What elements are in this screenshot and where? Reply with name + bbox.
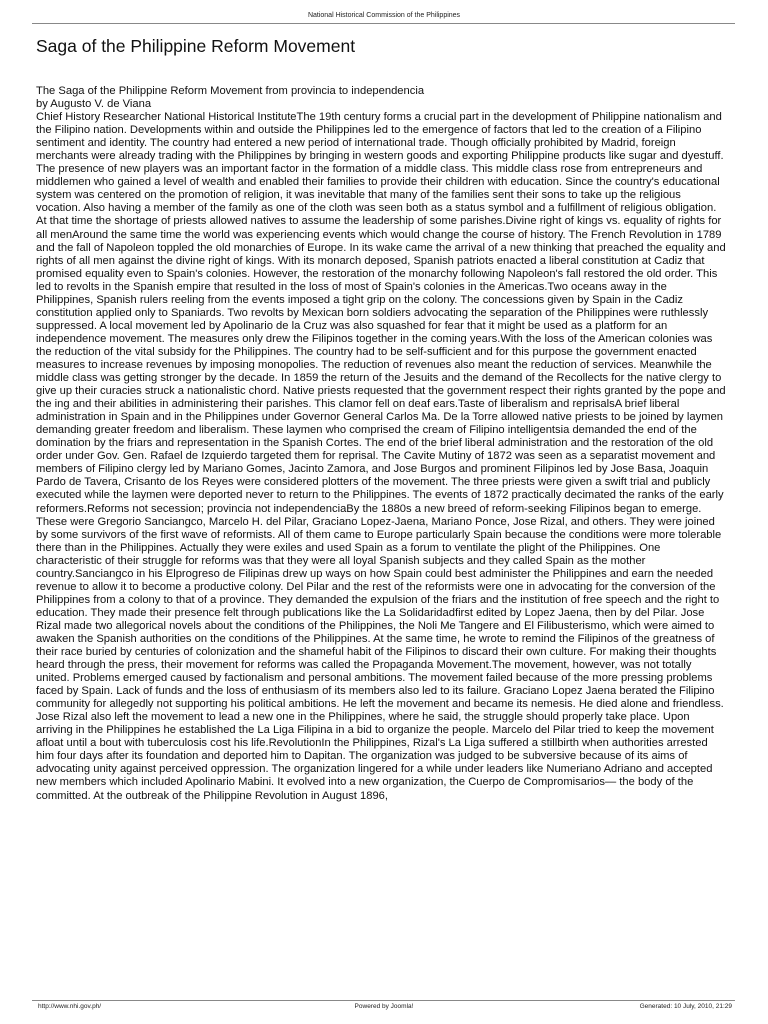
- article-paragraph: Chief History Researcher National Historical InstituteThe 19th century forms a crucial part in the development of Philippine nationalism and the Filipino nation. Developments within and outside the Philippines led to the emergence of factors that led to the creation of a Filipino sentiment and identity. The country had entered a new period of international trade. Though officially prohibited by Madrid, foreign merchants were already trading with the Philippines by bringing in western goods and exporting Philippine products like sugar and dyestuff.: [36, 111, 724, 163]
- page-title: Saga of the Philippine Reform Movement: [36, 36, 356, 56]
- footer-powered-by: Powered by Joomla!: [354, 1003, 414, 1010]
- footer-divider: [32, 1000, 735, 1001]
- article-paragraph: The presence of new players was an important factor in the formation of a middle class. This middle class rose from entrepreneurs and middlemen who gained a level of wealth and enabled their families to provide their children with education. Since the country's educational system was centered on the promotion of religion, it was inevitable that many of the families sent their sons to take up the religious vocation. Also having a member of the family as one of the cloth was seen both as a status symbol and a fulfillment of religious obligation. At that time the shortage of priests allowed natives to assume the leadership of some parishes.Divine right of kings vs. equality of rights for all menAround the same time the world was experiencing events which would change the course of history. The French Revolution in 1789 and the fall of Napoleon toppled the old monarchies of Europe. In its wake came the arrival of a new thinking that preached the equality and rights of all men against the divine right of kings. With its monarch deposed, Spanish patriots enacted a liberal constitution at Cadiz that promised equality even to Spain's colonies. However, the restoration of the monarchy following Napoleon's fall restored the old order. This led to revolts in the Spanish empire that resulted in the loss of most of Spain's colonies in the Americas.Two oceans away in the Philippines, Spanish rulers reeling from the events imposed a tight grip on the colony. The concessions given by Spain in the Cadiz constitution applied only to Spaniards. Two revolts by Mexican born soldiers advocating the separation of the Philippines were ruthlessly suppressed. A local movement led by Apolinario de la Cruz was also squashed for fear that it might be used as a platform for an independence movement. The measures only drew the Filipinos together in the coming years.With the loss of the American colonies was the reduction of the vital subsidy for the Philippines. The country had to be self-sufficient and for this purpose the government enacted measures to increase revenues by imposing monopolies. The reduction of revenues also meant the reduction of services. Meanwhile the middle class was getting stronger by the decade. In 1859 the return of the Jesuits and the demand of the Recollects for the native clergy to give up their curacies struck a nationalistic chord. Native priests requested that the government respect their rights granted by the pope and the ing and their abilities in administering their parishes. This clamor fell on deaf ears.Taste of liberalism and reprisalsA brief liberal administration in Spain and in the Philippines under Governor General Carlos Ma. De la Torre allowed native priests to be joined by laymen demanding greater freedom and liberalism. These laymen who comprised the cream of Filipino intelligentsia demanded the end of the domination by the friars and representation in the Spanish Cortes. The end of the brief liberal administration and the restoration of the old order under Gov. Gen. Rafael de Izquierdo targeted them for reprisal. The Cavite Mutiny of 1872 was seen as a separatist movement and members of Filipino clergy led by Mariano Gomes, Jacinto Zamora, and Jose Burgos and prominent Filipinos led by Jose Basa, Joaquin Pardo de Tavera, Crisanto de los Reyes were considered plotters of the movement. The three priests were given a swift trial and publicly executed while the laymen were deported never to return to the Philippines. The events of 1872 practically decimated the ranks of the early reformers.Reforms not secession; provincia not independenciaBy the 1880s a new breed of reform-seeking Filipinos began to emerge. These were Gregorio Sanciangco, Marcelo H. del Pilar, Graciano Lopez-Jaena, Mariano Ponce, Jose Rizal, and others. They were joined by some survivors of the first wave of reformists. All of them came to Europe particularly Spain because the conditions were more tolerable there than in the Philippines. Actually they were exiles and used Spain as a forum to ventilate the plight of the Philippines. One characteristic of their struggle for reforms was that they were all loyal Spanish subjects and they called Spain as the mother country.Sanciangco in his Elprogreso de Filipinas drew up ways on how Spain could best administer the Philippines and earn the needed revenue to allow it to become a productive colony. Del Pilar and the rest of the reformists were one in advocating for the conversion of the Philippines from a colony to that of a province. They demanded the expulsion of the friars and the institution of free speech and the right to education. They made their presence felt through publications like the La Solidaridadfirst edited by Lopez Jaena, then by del Pilar. Jose Rizal made two allegorical novels about the conditions of the Philippines, the Noli Me Tangere and El Filibusterismo, which were aimed to awaken the Spanish authorities on the conditions of the Philippines. At the same time, he wrote to remind the Filipinos of the greatness of their race buried by centuries of colonization and the shameful habit of the Filipinos to discard their own culture. For making their thoughts heard through the press, their movement for reforms was called the Propaganda Movement.The movement, however, was not totally united. Problems emerged caused by factionalism and personal ambitions. The movement failed because of the more pressing problems faced by Spain. Lack of funds and the loss of enthusiasm of its members also led to its failure. Graciano Lopez Jaena berated the Filipino community for allegedly not supporting his political ambitions. He left the movement and became its nemesis. He died alone and friendless. Jose Rizal also left the movement to lead a new one in the Philippines, where he said, the struggle should properly take place. Upon arriving in the Philippines he established the La Liga Filipina in a bid to organize the people. Marcelo del Pilar tried to keep the movement afloat until a bout with tuberculosis cost his life.RevolutionIn the Philippines, Rizal's La Liga suffered a stillbirth when authorities arrested him four days after its foundation and deported him to Dapitan. The organization was judged to be subversive because of its aims of advocating unity against perceived oppression. The organization lingered for a while under leaders like Numeriano Adriano and accepted new members which included Apolinario Mabini. It evolved into a new organization, the Cuerpo de Compromisarios— the body of the committed. At the outbreak of the Philippine Revolution in August 1896,: [36, 163, 726, 802]
- article-subtitle: The Saga of the Philippine Reform Movement from provincia to independencia: [36, 85, 425, 97]
- article-byline: by Augusto V. de Viana: [36, 98, 152, 111]
- page-header: National Historical Commission of the Philippines: [307, 12, 461, 19]
- footer-url-link[interactable]: http://www.nhi.gov.ph/: [38, 1003, 102, 1010]
- article-body: [36, 85, 726, 803]
- footer-generated-date: Generated: 10 July, 2010, 21:29: [639, 1003, 732, 1010]
- header-divider: [32, 23, 735, 24]
